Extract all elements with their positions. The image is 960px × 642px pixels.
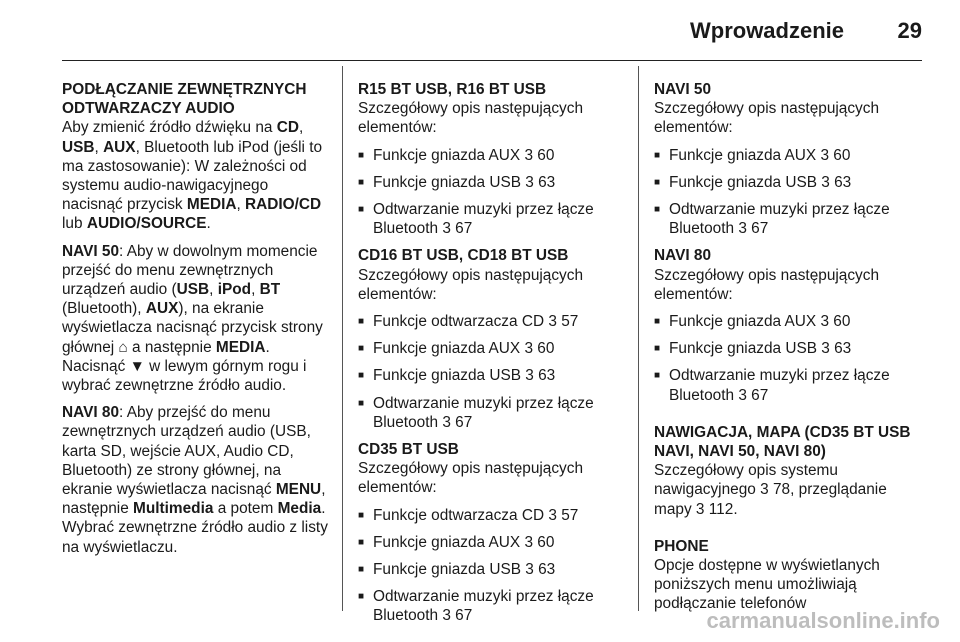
list-item — [358, 533, 620, 552]
text-run: . — [206, 215, 211, 233]
paragraph-navigation — [654, 461, 924, 519]
nav-text-b: , przeglądanie mapy — [654, 481, 887, 518]
page-reference[interactable]: 63 — [829, 173, 852, 191]
header-rule — [62, 60, 922, 61]
list-item — [358, 339, 620, 358]
list-item-text: Odtwarzanie muzyki przez łącze Bluetooth — [373, 588, 594, 625]
keyword: USB — [176, 281, 210, 299]
list-item-text: Funkcje gniazda USB — [669, 173, 822, 191]
list-item — [358, 146, 620, 165]
text-run: , — [298, 119, 304, 137]
section-heading: CD16 BT USB, CD18 BT USB — [358, 247, 569, 265]
section-heading-external-audio: PODŁĄCZANIE ZEWNĘTRZNYCH ODTWARZACZY AUDIO — [62, 81, 307, 118]
keyword: NAVI 50 — [62, 242, 120, 260]
keyword: MENU — [275, 481, 322, 499]
page-header — [0, 0, 960, 62]
nav-text-a: Szczegółowy opis systemu nawigacyjnego — [654, 462, 838, 499]
list-item-text: Funkcje gniazda AUX — [669, 313, 821, 331]
page-reference[interactable]: 63 — [829, 340, 852, 358]
text-run: , następnie — [62, 481, 326, 518]
reference-arrow-icon: 3 — [442, 607, 451, 625]
section-intro: Szczegółowy opis następujących elementów: — [654, 100, 879, 137]
list-item-text: Funkcje odtwarzacza CD — [373, 313, 549, 331]
keyword: Multimedia — [133, 500, 214, 518]
text-run: , Bluetooth lub iPod (jeśli to ma zastosowanie): W zależności od systemu audio-nawigacyjnego nacisnąć przycisk — [62, 138, 323, 214]
bullet-list — [358, 146, 620, 239]
list-item — [358, 312, 620, 331]
list-item — [358, 506, 620, 525]
page-reference[interactable]: 60 — [829, 146, 851, 164]
paragraph-navi80 — [62, 403, 332, 557]
list-item — [654, 312, 924, 331]
page-reference[interactable]: 57 — [556, 313, 579, 331]
list-item-text: Odtwarzanie muzyki przez łącze Bluetooth — [669, 201, 890, 238]
text-run: , — [209, 281, 218, 299]
page-reference[interactable]: 67 — [450, 220, 473, 238]
list-item-text: Funkcje gniazda AUX — [373, 146, 525, 164]
paragraph-navi50 — [62, 242, 332, 396]
keyword: AUX — [103, 138, 136, 156]
list-item — [654, 200, 924, 238]
list-item — [654, 173, 924, 192]
keyword: BT — [259, 281, 281, 299]
text-run: lub — [62, 215, 87, 233]
list-item-text: Funkcje gniazda USB — [373, 561, 526, 579]
page-reference[interactable]: 67 — [746, 220, 769, 238]
bullet-list — [654, 312, 924, 405]
keyword: AUDIO/SOURCE — [86, 215, 207, 233]
section-intro: Szczegółowy opis następujących elementów: — [654, 266, 879, 303]
keyword: RADIO/CD — [245, 196, 322, 214]
text-run: . Wybrać zewnętrzne źródło audio z listy na wyświetlaczu. — [62, 500, 328, 556]
section-heading: NAVI 80 — [654, 247, 712, 265]
keyword: NAVI 80 — [62, 404, 120, 422]
list-item — [654, 366, 924, 404]
column-2 — [358, 80, 620, 634]
section-heading: R15 BT USB, R16 BT USB — [358, 81, 547, 98]
page-reference[interactable]: 60 — [533, 340, 555, 358]
list-item — [358, 560, 620, 579]
text-run: (Bluetooth), — [62, 300, 146, 318]
keyword: MEDIA — [186, 196, 237, 214]
page-reference[interactable]: 60 — [829, 313, 851, 331]
list-item-text: Funkcje gniazda USB — [669, 340, 822, 358]
reference-arrow-icon: 3 — [820, 313, 829, 331]
column-3 — [654, 80, 924, 622]
text-run: ), na ekranie wyświetlacza nacisnąć przycisk strony głównej ⌂ a następnie — [62, 300, 323, 356]
list-item-text: Odtwarzanie muzyki przez łącze Bluetooth — [373, 201, 594, 238]
page-reference[interactable]: 60 — [533, 533, 555, 551]
reference-arrow-icon: 3 — [548, 313, 557, 331]
page-reference[interactable]: 67 — [450, 607, 473, 625]
keyword: iPod — [217, 281, 252, 299]
page-reference[interactable]: 63 — [533, 367, 556, 385]
text-run: : Aby w dowolnym momencie przejść do menu zewnętrznych urządzeń audio ( — [62, 242, 318, 299]
column-divider-1 — [342, 66, 343, 611]
text-run: a potem — [213, 500, 278, 518]
page-title: Wprowadzenie — [689, 18, 844, 43]
bullet-list — [358, 312, 620, 432]
reference-arrow-icon: 3 — [442, 220, 451, 238]
paragraph-phone: Opcje dostępne w wyświetlanych poniższych menu umożliwiają podłączanie telefonów — [654, 557, 880, 613]
list-item-text: Funkcje gniazda AUX — [669, 146, 821, 164]
reference-arrow-icon: 3 — [524, 340, 533, 358]
reference-arrow-icon: 3 — [760, 481, 769, 499]
list-item — [654, 339, 924, 358]
section-heading: NAVI 50 — [654, 81, 712, 98]
list-item — [358, 173, 620, 192]
section-intro: Szczegółowy opis następujących elementów: — [358, 460, 583, 497]
list-item-text: Odtwarzanie muzyki przez łącze Bluetooth — [373, 394, 594, 431]
reference-arrow-icon: 3 — [821, 173, 830, 191]
section-intro: Szczegółowy opis następujących elementów: — [358, 266, 583, 303]
text-run: . Nacisnąć ▼ w lewym górnym rogu i wybrać zewnętrzne źródło audio. — [62, 338, 307, 395]
column-1 — [62, 80, 332, 565]
section-heading: CD35 BT USB — [358, 441, 459, 459]
section-heading-phone: PHONE — [654, 537, 709, 555]
reference-arrow-icon: 3 — [738, 386, 747, 404]
list-item-text: Funkcje odtwarzacza CD — [373, 506, 549, 524]
list-item-text: Funkcje gniazda AUX — [373, 340, 525, 358]
page-reference[interactable]: 67 — [746, 386, 769, 404]
list-item — [358, 200, 620, 238]
keyword: CD — [276, 119, 299, 137]
paragraph-source-switch — [62, 118, 332, 233]
text-run: : Aby przejść do menu zewnętrznych urządzeń audio (USB, karta SD, wejście AUX, Audio CD, Bluetooth) ze strony głównej, na ekranie wyświetlacza nacisnąć — [62, 404, 311, 499]
watermark: carmanualsonline.info — [706, 608, 940, 633]
list-item — [358, 587, 620, 625]
reference-arrow-icon: 3 — [442, 413, 451, 431]
page-reference[interactable]: 63 — [533, 173, 556, 191]
text-run: , — [94, 138, 104, 156]
page-number: 29 — [897, 18, 922, 43]
text-run: , — [236, 196, 246, 214]
list-item — [358, 366, 620, 385]
keyword: MEDIA — [215, 338, 266, 356]
nav-text-c: . — [733, 500, 738, 518]
text-run: Aby zmienić źródło dźwięku na — [62, 119, 277, 137]
reference-arrow-icon: 3 — [524, 533, 533, 551]
keyword: USB — [62, 138, 95, 156]
list-item-text: Odtwarzanie muzyki przez łącze Bluetooth — [669, 367, 890, 404]
reference-arrow-icon: 3 — [821, 340, 830, 358]
page-reference[interactable]: 63 — [533, 561, 556, 579]
reference-arrow-icon: 3 — [548, 506, 557, 524]
reference-arrow-icon: 3 — [738, 220, 747, 238]
page-reference[interactable]: 57 — [556, 506, 579, 524]
bullet-list — [358, 506, 620, 626]
text-run: , — [251, 281, 260, 299]
keyword: AUX — [145, 300, 179, 318]
reference-arrow-icon: 3 — [525, 367, 534, 385]
page-reference[interactable]: 112 — [708, 500, 734, 518]
page-reference[interactable]: 78 — [772, 481, 791, 499]
reference-arrow-icon: 3 — [695, 500, 705, 518]
section-heading-navigation: NAWIGACJA, MAPA (CD35 BT USB NAVI, NAVI 50, NAVI 80) — [654, 423, 911, 461]
column-divider-2 — [638, 66, 639, 611]
page-reference[interactable]: 67 — [450, 413, 473, 431]
list-item-text: Funkcje gniazda USB — [373, 367, 526, 385]
reference-arrow-icon: 3 — [524, 146, 533, 164]
reference-arrow-icon: 3 — [525, 561, 534, 579]
column-3-sections — [654, 80, 924, 405]
list-item-text: Funkcje gniazda AUX — [373, 533, 525, 551]
list-item-text: Funkcje gniazda USB — [373, 173, 526, 191]
section-intro: Szczegółowy opis następujących elementów: — [358, 100, 583, 137]
list-item — [358, 394, 620, 432]
bullet-list — [654, 146, 924, 239]
reference-arrow-icon: 3 — [820, 146, 829, 164]
list-item — [654, 146, 924, 165]
page-reference[interactable]: 60 — [533, 146, 555, 164]
reference-arrow-icon: 3 — [525, 173, 534, 191]
keyword: Media — [277, 500, 322, 518]
